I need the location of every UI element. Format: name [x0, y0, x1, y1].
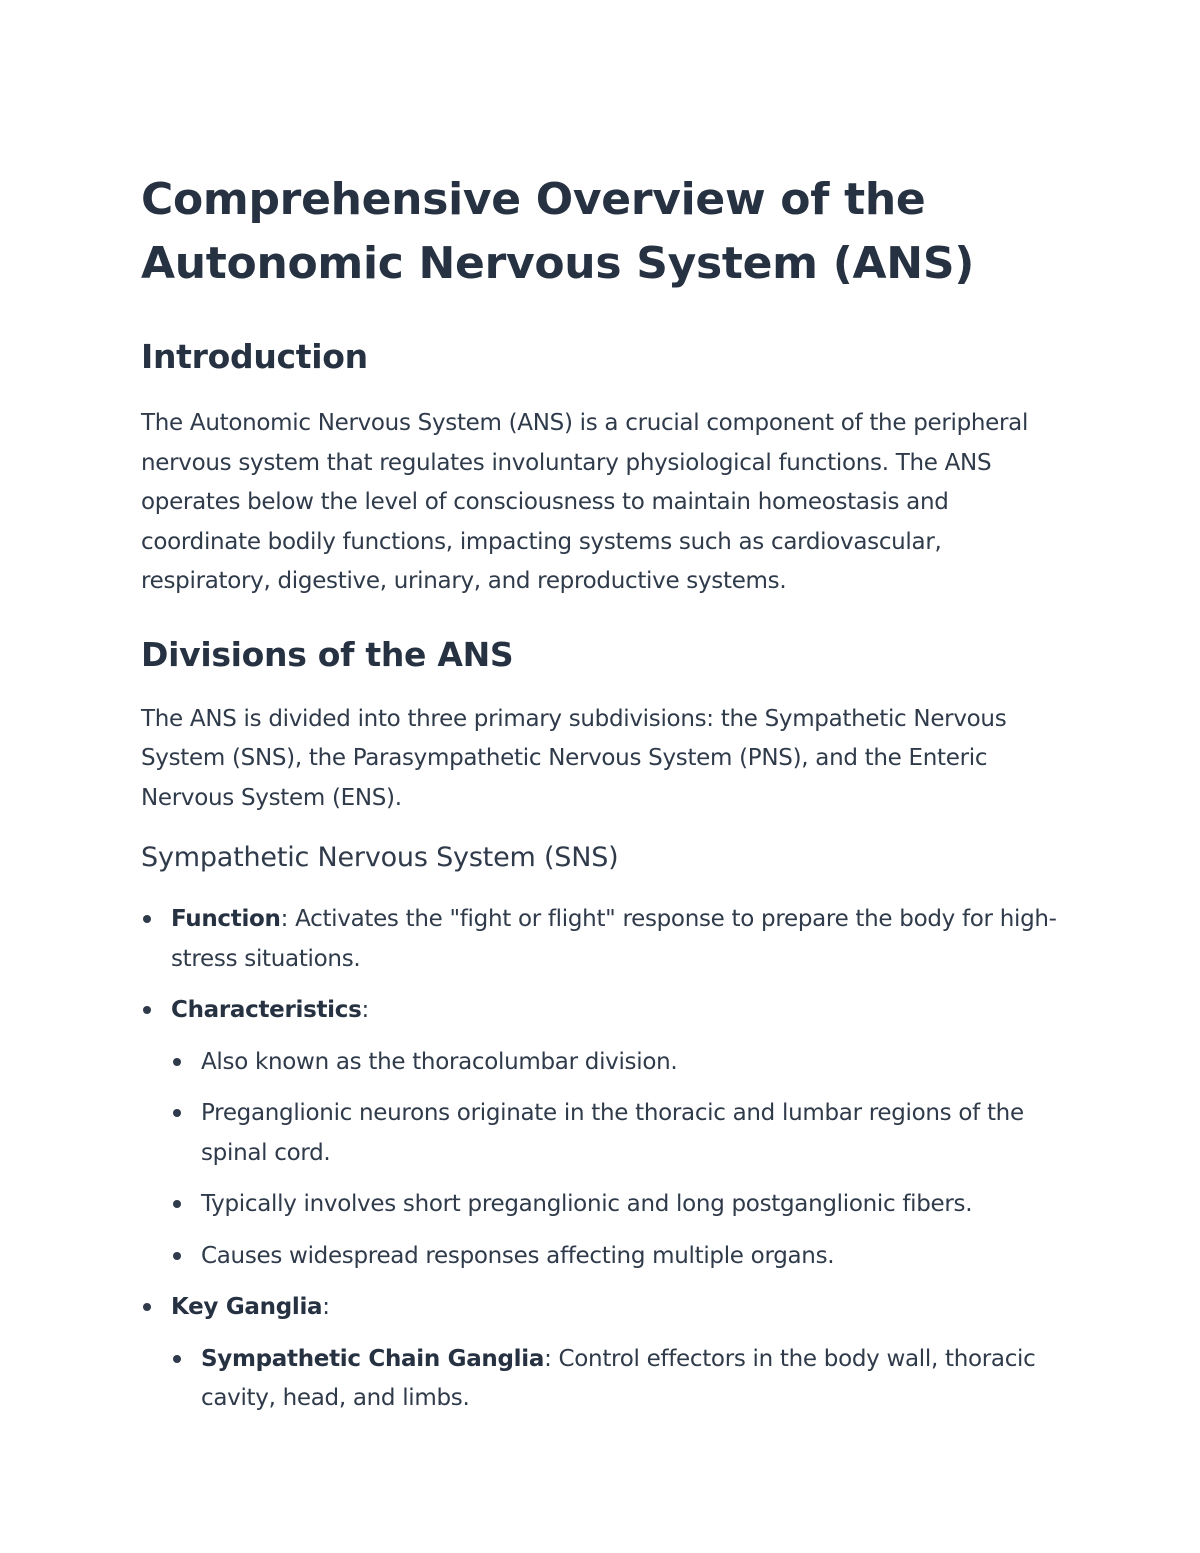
list-item-function: [141, 900, 1060, 979]
characteristics-sublist: [171, 1043, 1060, 1277]
characteristic-text: Typically involves short preganglionic and long postganglionic fibers.: [201, 1191, 973, 1217]
introduction-paragraph: The Autonomic Nervous System (ANS) is a crucial component of the peripheral nervous system that regulates involuntary physiological functions. The ANS operates below the level of consciousness to maintain homeostasis and coordinate bodily functions, impacting systems such as cardiovascular, respiratory, digestive, urinary, and reproductive systems.: [141, 410, 1029, 594]
bullet-dot-icon: [143, 1006, 151, 1014]
bullet-dot-icon: [173, 1252, 181, 1260]
function-label: Function: [171, 906, 281, 932]
list-item-characteristics: [141, 991, 1060, 1276]
list-item: [171, 1237, 1060, 1277]
characteristic-text: Preganglionic neurons originate in the thoracic and lumbar regions of the spinal cord.: [201, 1100, 1024, 1166]
document-title: Comprehensive Overview of the Autonomic Nervous System (ANS): [141, 174, 975, 289]
characteristic-text: Also known as the thoracolumbar division.: [201, 1048, 678, 1075]
characteristics-suffix: :: [361, 997, 369, 1023]
section-heading-introduction: Introduction: [141, 337, 368, 376]
subsection-heading-sns: Sympathetic Nervous System (SNS): [141, 842, 619, 873]
list-item: [171, 1094, 1060, 1173]
function-text: : Activates the "fight or flight" response to prepare the body for high-stress situations.: [171, 906, 1057, 972]
ganglia-text: : Control effectors in the body wall, thoracic cavity, head, and limbs.: [201, 1345, 1036, 1411]
characteristic-text: Causes widespread responses affecting multiple organs.: [201, 1242, 835, 1269]
ganglia-label: Sympathetic Chain Ganglia: [201, 1345, 545, 1372]
divisions-paragraph: The ANS is divided into three primary subdivisions: the Sympathetic Nervous System (SNS), the Parasympathetic Nervous System (PNS), and the Enteric Nervous System (ENS).: [141, 705, 1007, 811]
bullet-dot-icon: [143, 915, 151, 923]
list-item-key-ganglia: [141, 1288, 1060, 1419]
list-item: [171, 1185, 1060, 1225]
bullet-dot-icon: [173, 1355, 181, 1363]
bullet-dot-icon: [173, 1109, 181, 1117]
bullet-dot-icon: [173, 1200, 181, 1208]
characteristics-label: Characteristics: [171, 997, 362, 1023]
list-item: [171, 1043, 1060, 1083]
list-item: [171, 1340, 1060, 1419]
section-heading-divisions: Divisions of the ANS: [141, 634, 514, 674]
key-ganglia-label: Key Ganglia: [171, 1294, 323, 1320]
sns-bullet-list: [141, 900, 1060, 1419]
key-ganglia-sublist: [171, 1340, 1060, 1419]
key-ganglia-suffix: :: [322, 1294, 330, 1320]
bullet-dot-icon: [173, 1058, 181, 1066]
bullet-dot-icon: [143, 1303, 151, 1311]
